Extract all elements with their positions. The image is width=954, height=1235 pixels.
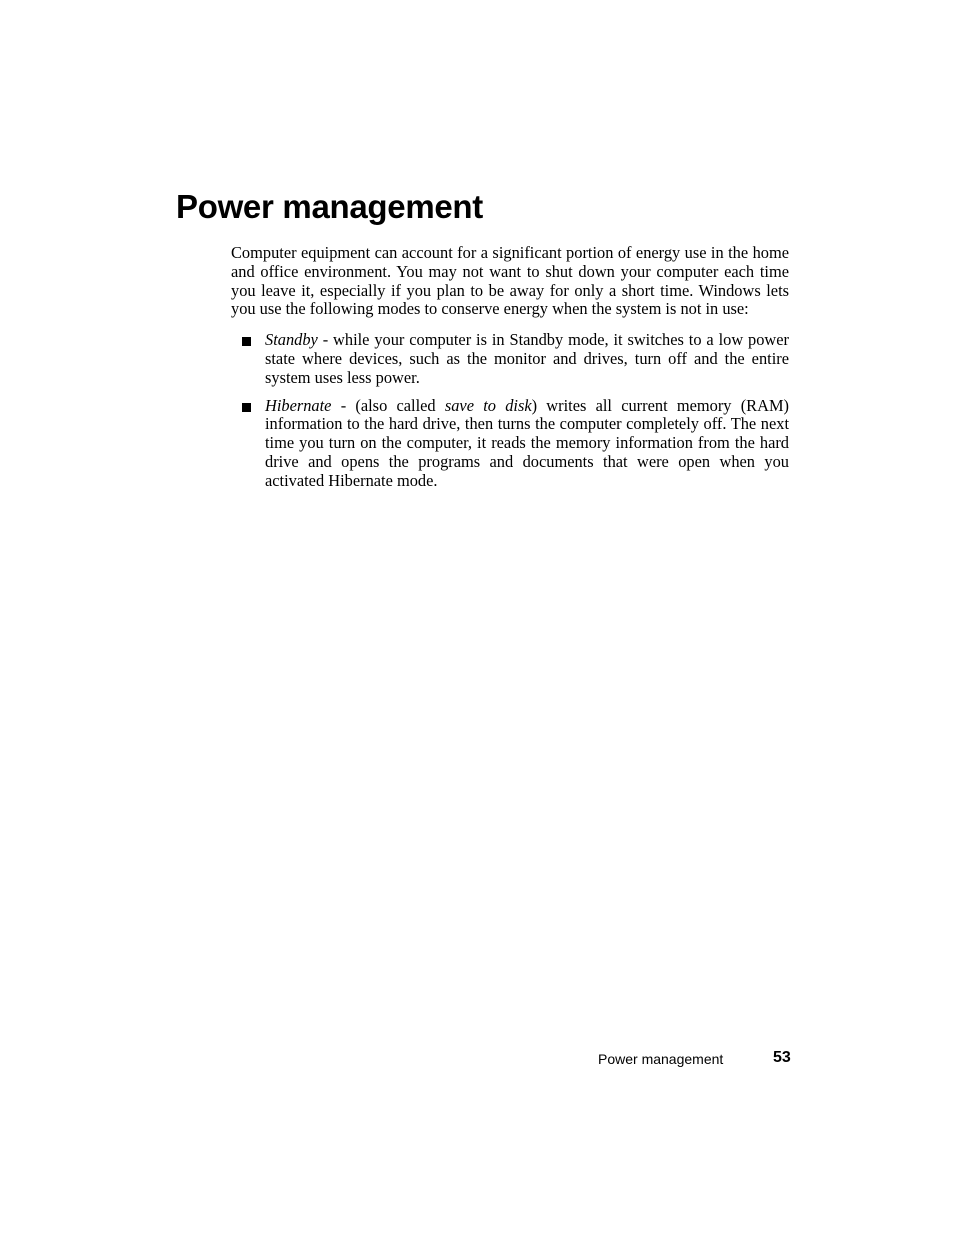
page-number: 53 — [773, 1049, 791, 1066]
mode-alias-hibernate: save to disk — [444, 395, 532, 415]
mode-term-standby: Standby — [265, 330, 318, 350]
footer-section-label: Power management — [598, 1051, 724, 1067]
page-title: Power management — [176, 188, 483, 225]
power-modes-list — [231, 331, 789, 490]
body-content — [231, 244, 789, 500]
mode-description-standby: - while your computer is in Standby mode, it switches to a low power state where devices, such as the monitor and drives, turn off and the entire system uses less power. — [265, 330, 789, 387]
square-bullet-icon — [242, 403, 251, 412]
mode-description-hibernate-start: - (also called — [331, 395, 445, 415]
square-bullet-icon — [242, 337, 251, 346]
intro-paragraph: Computer equipment can account for a significant portion of energy use in the home and office environment. You may not want to shut down your computer each time you leave it, especially if you plan to be away for only a short time. Windows lets you use the following modes to conserve energy when the system is not in use: — [231, 243, 789, 319]
mode-description-hibernate-end: ) writes all current memory (RAM) information to the hard drive, then turns the computer completely off. The next time you turn on the computer, it reads the memory information from the hard drive and opens the programs and documents that were open when you activated Hibernate mode. — [265, 395, 789, 490]
list-item-standby — [231, 331, 789, 387]
list-item-hibernate — [231, 397, 789, 491]
mode-term-hibernate: Hibernate — [265, 395, 332, 415]
